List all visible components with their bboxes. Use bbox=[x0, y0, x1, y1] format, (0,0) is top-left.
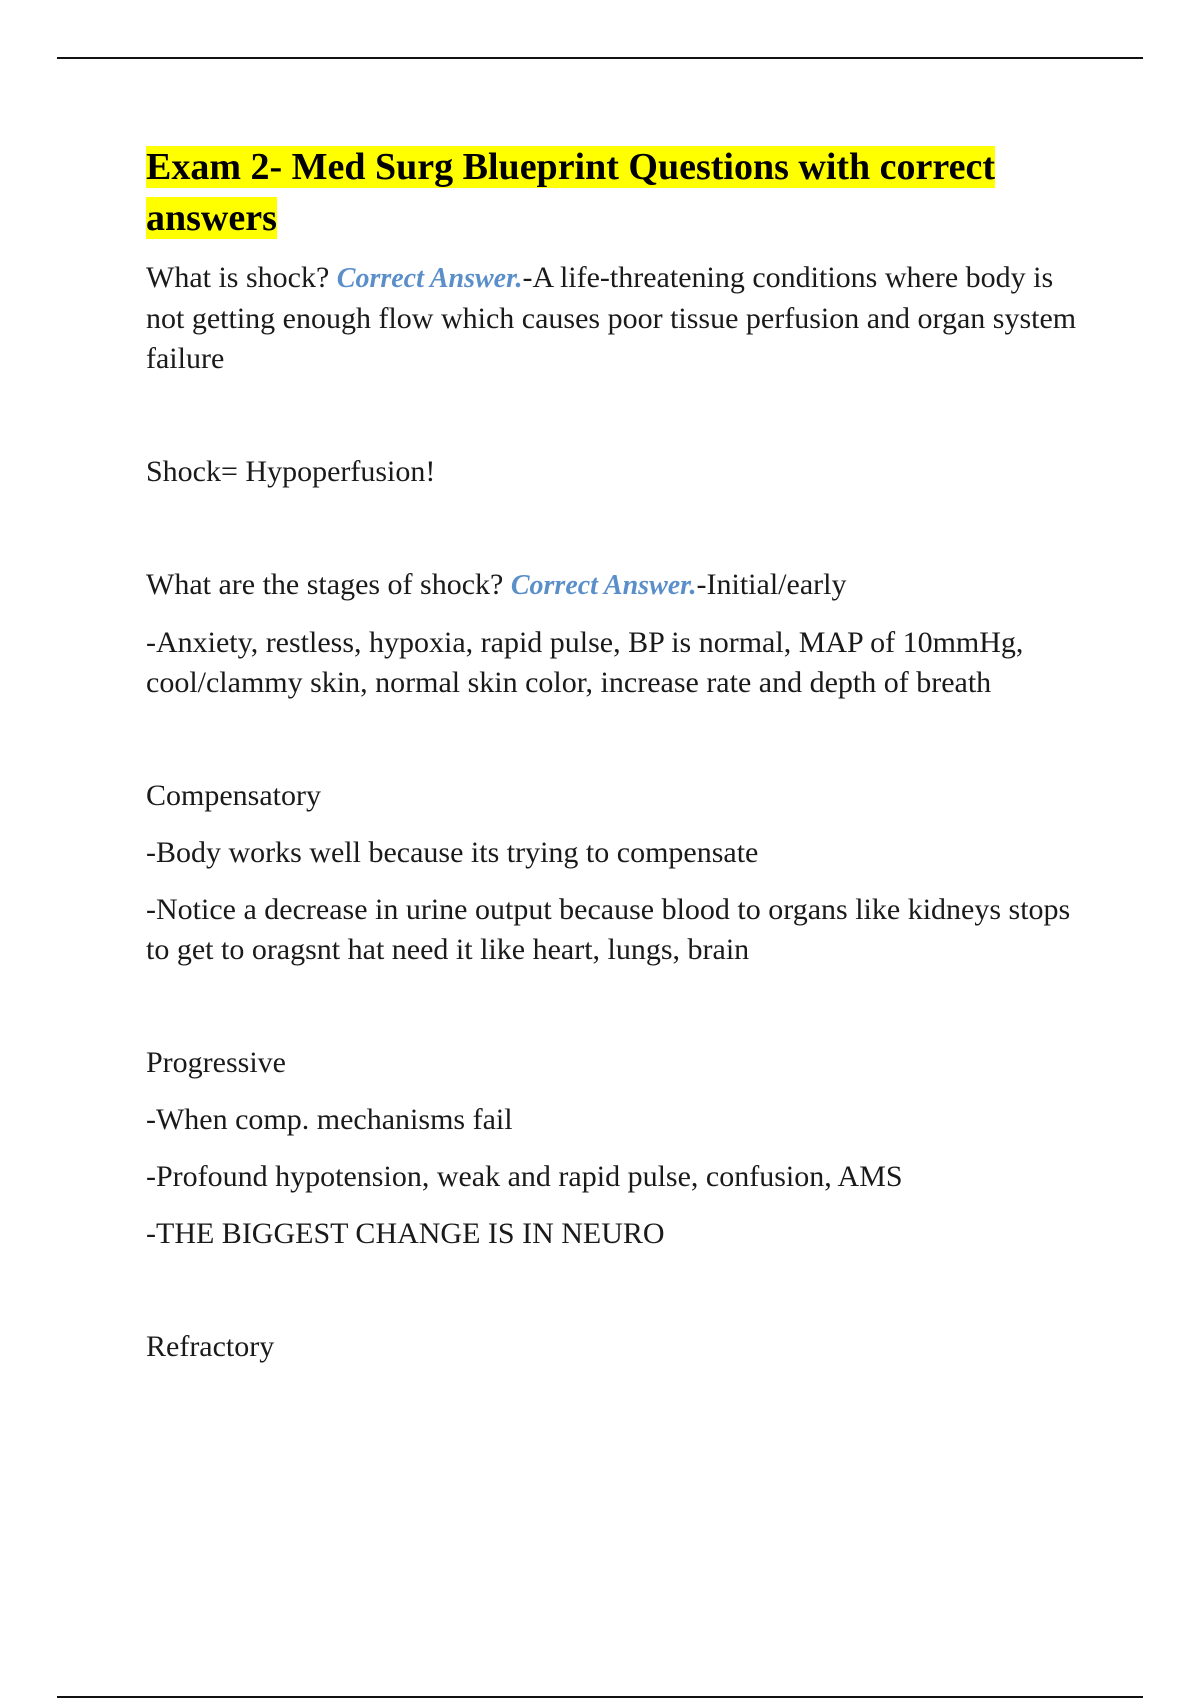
correct-answer-label: Correct Answer. bbox=[510, 570, 697, 601]
question-stages-of-shock bbox=[146, 565, 1086, 606]
document-body bbox=[146, 142, 1086, 1367]
top-rule bbox=[57, 57, 1143, 59]
question-text: What are the stages of shock? bbox=[146, 568, 511, 601]
stage-heading-refractory: Refractory bbox=[146, 1330, 275, 1363]
compensatory-detail-2: -Notice a decrease in urine output because blood to organs like kidneys stops to get to oragsnt hat need it like heart, lungs, brain bbox=[146, 893, 1071, 966]
initial-stage-detail: -Anxiety, restless, hypoxia, rapid pulse, BP is normal, MAP of 10mmHg, cool/clammy skin, normal skin color, increase rate and depth of breath bbox=[146, 626, 1024, 699]
bottom-rule bbox=[57, 1696, 1143, 1698]
question-text: What is shock? bbox=[146, 261, 337, 294]
answer-text: -A life-threatening conditions where body is not getting enough flow which causes poor tissue perfusion and organ system failure bbox=[146, 261, 1077, 375]
answer-text: -Initial/early bbox=[696, 568, 847, 601]
progressive-detail-2: -Profound hypotension, weak and rapid pulse, confusion, AMS bbox=[146, 1160, 903, 1193]
question-what-is-shock bbox=[146, 258, 1086, 379]
note-shock-hypoperfusion: Shock= Hypoperfusion! bbox=[146, 455, 436, 488]
correct-answer-label: Correct Answer. bbox=[336, 263, 523, 294]
stage-heading-compensatory: Compensatory bbox=[146, 779, 321, 812]
compensatory-detail-1: -Body works well because its trying to compensate bbox=[146, 836, 759, 869]
stage-heading-progressive: Progressive bbox=[146, 1046, 286, 1079]
progressive-detail-1: -When comp. mechanisms fail bbox=[146, 1103, 513, 1136]
title-highlight: Exam 2- Med Surg Blueprint Questions with correct answers bbox=[146, 146, 995, 239]
document-title bbox=[146, 142, 1086, 244]
progressive-detail-3: -THE BIGGEST CHANGE IS IN NEURO bbox=[146, 1217, 665, 1250]
